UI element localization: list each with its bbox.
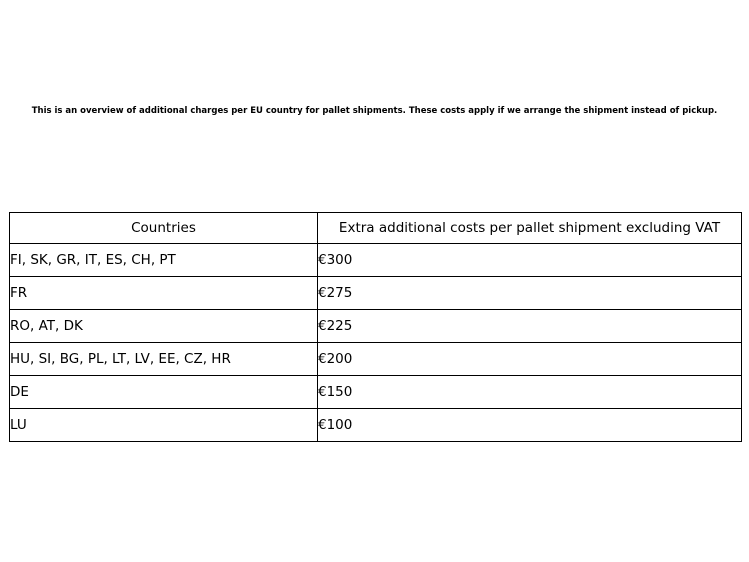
table-row: [10, 343, 742, 376]
countries-cell: HU, SI, BG, PL, LT, LV, EE, CZ, HR: [10, 343, 318, 376]
cost-cell: €275: [318, 277, 742, 310]
countries-cell: FI, SK, GR, IT, ES, CH, PT: [10, 244, 318, 277]
countries-cell: RO, AT, DK: [10, 310, 318, 343]
countries-cell: DE: [10, 376, 318, 409]
table-row: [10, 376, 742, 409]
cost-cell: €100: [318, 409, 742, 442]
charges-table: [9, 212, 742, 442]
table-row: [10, 310, 742, 343]
table-row: [10, 244, 742, 277]
column-header-costs: Extra additional costs per pallet shipment excluding VAT: [318, 213, 742, 244]
table-body: [10, 244, 742, 442]
cost-cell: €150: [318, 376, 742, 409]
countries-cell: FR: [10, 277, 318, 310]
intro-text: This is an overview of additional charges per EU country for pallet shipments. These costs apply if we arrange the shipment instead of pickup.: [31, 106, 718, 116]
countries-cell: LU: [10, 409, 318, 442]
cost-cell: €300: [318, 244, 742, 277]
cost-cell: €200: [318, 343, 742, 376]
table-row: [10, 277, 742, 310]
table-row: [10, 409, 742, 442]
cost-cell: €225: [318, 310, 742, 343]
table-header-row: [10, 213, 742, 244]
column-header-countries: Countries: [10, 213, 318, 244]
